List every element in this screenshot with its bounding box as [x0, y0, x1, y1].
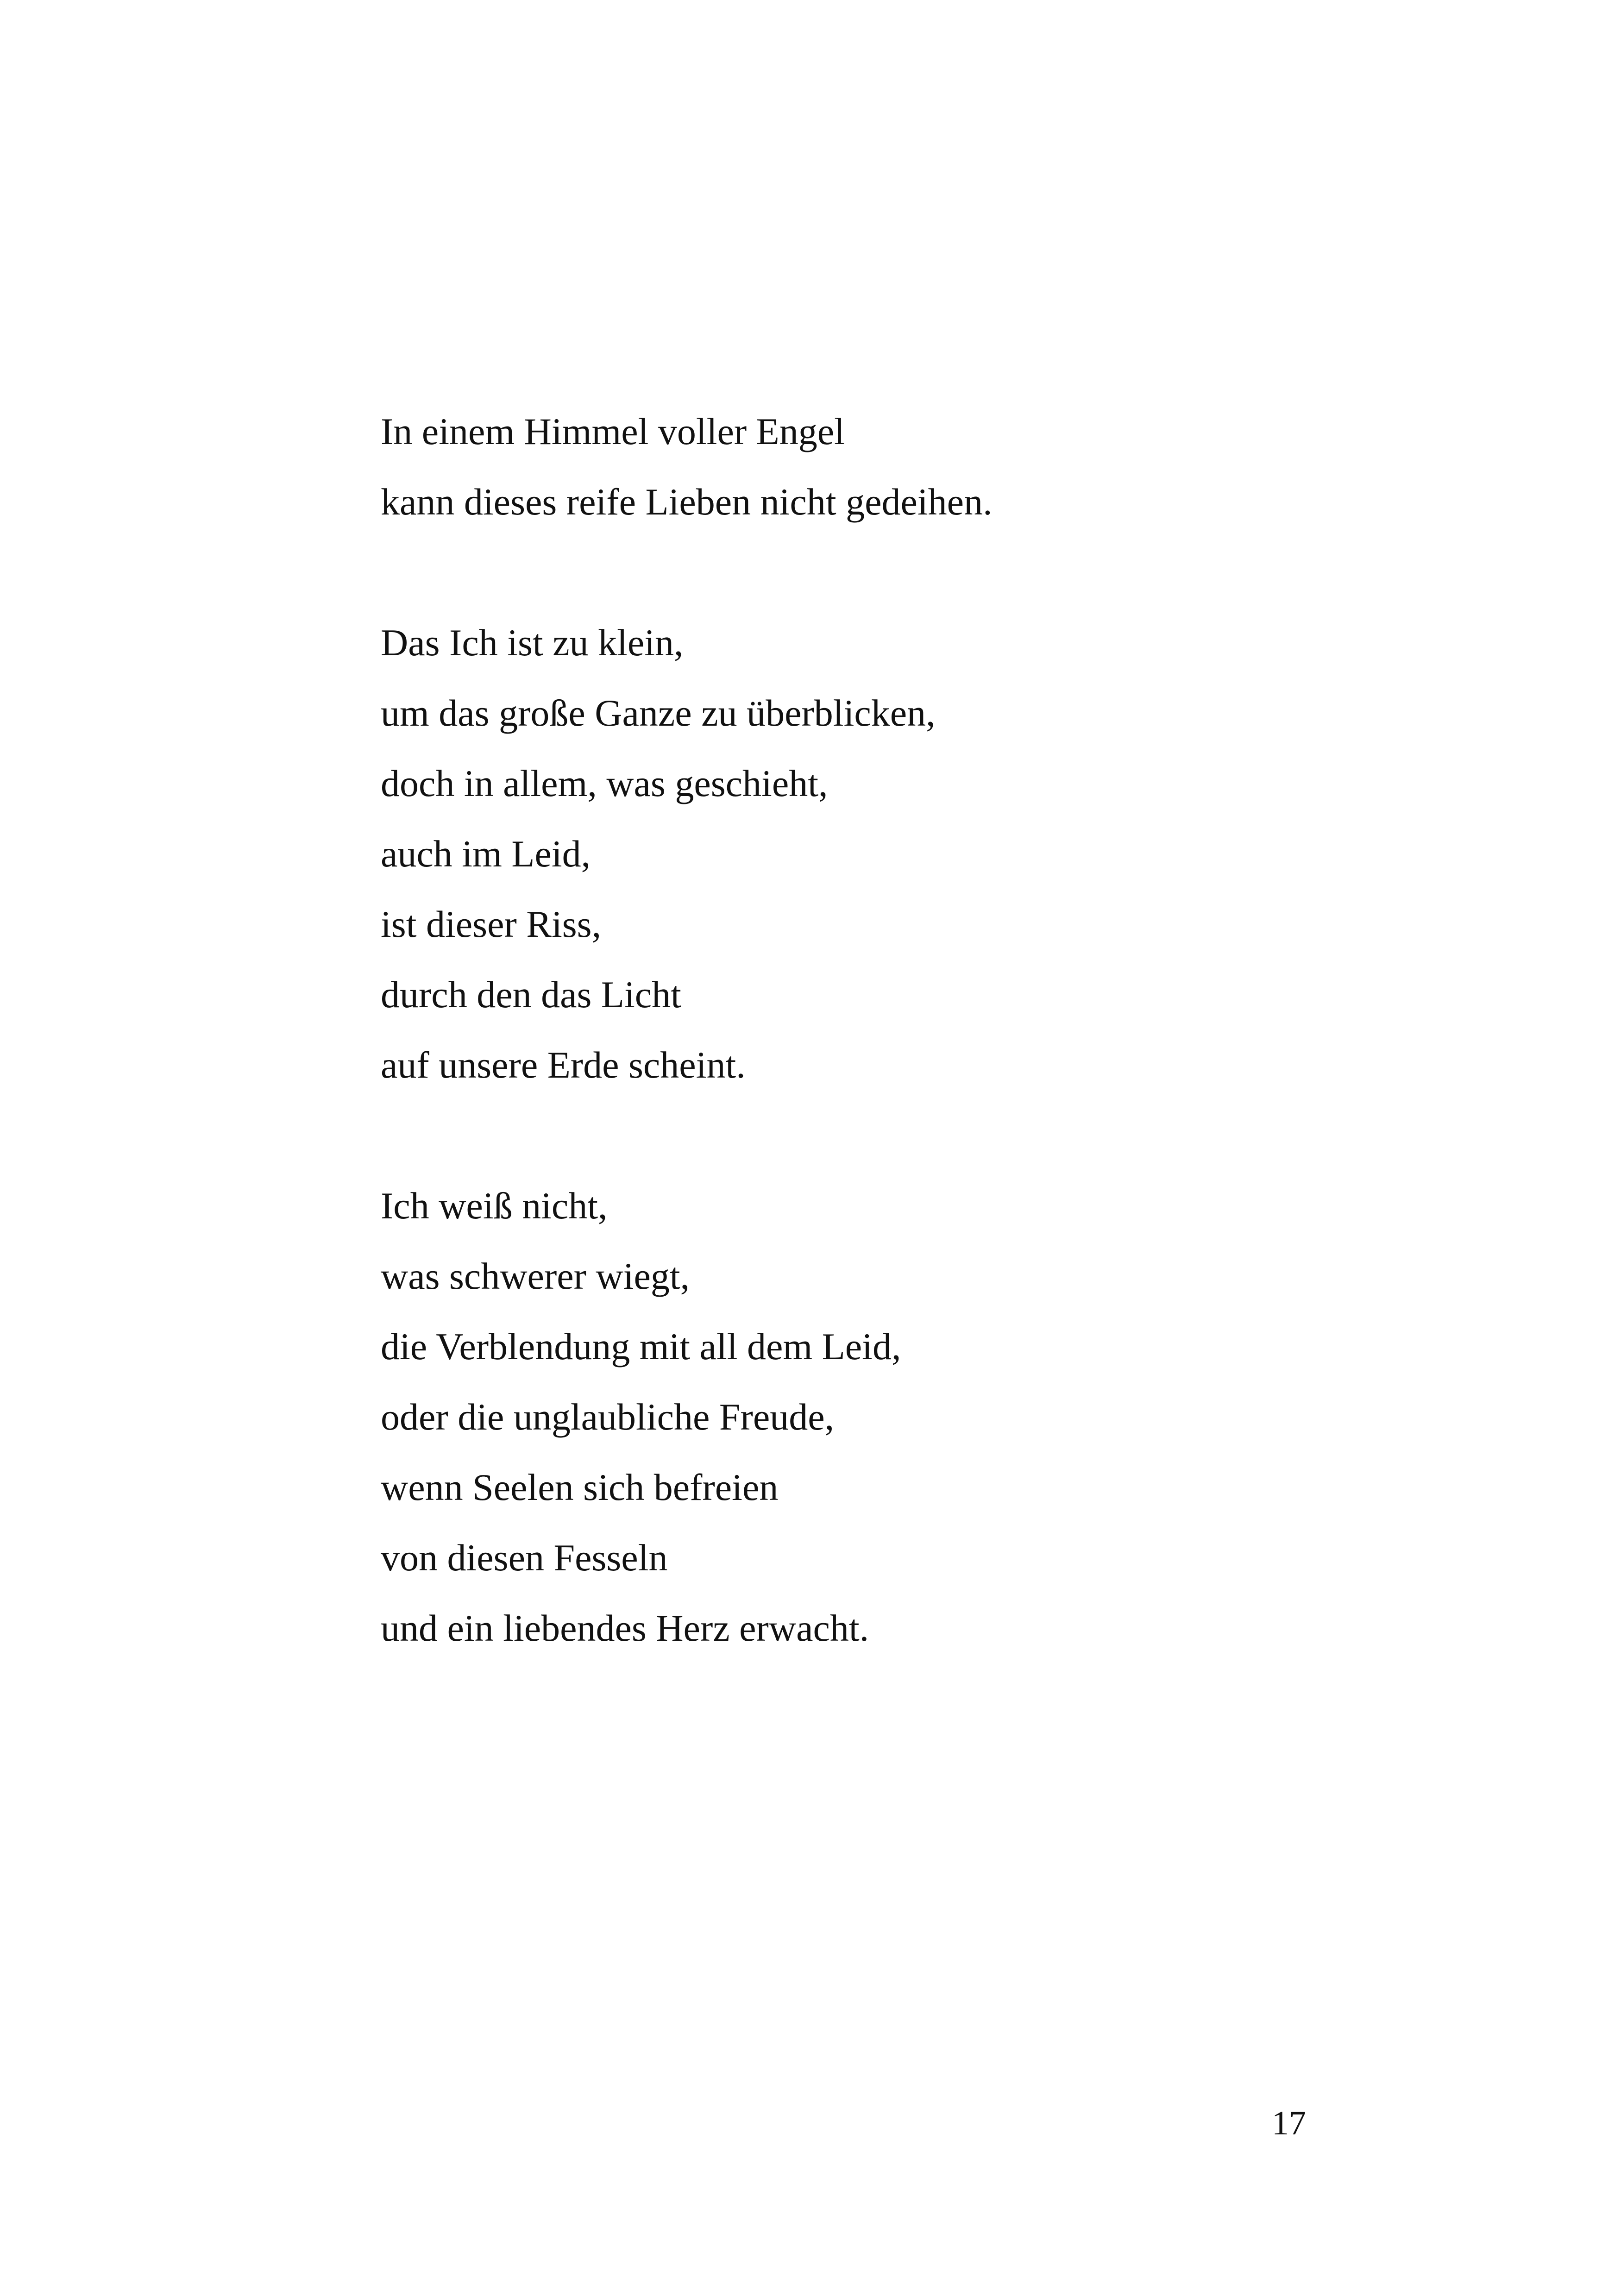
- poem-line: ist dieser Riss,: [381, 903, 602, 945]
- poem-line: kann dieses reife Lieben nicht gedeihen.: [381, 481, 993, 523]
- poem-line: auf unsere Erde scheint.: [381, 1044, 746, 1086]
- poem-stanza-2: [381, 608, 1446, 1100]
- poem-line: die Verblendung mit all dem Leid,: [381, 1325, 901, 1368]
- poem-body: [381, 396, 1446, 1663]
- poem-stanza-1: [381, 396, 1446, 537]
- poem-line: von diesen Fesseln: [381, 1537, 668, 1579]
- poem-line: Ich weiß nicht,: [381, 1185, 608, 1227]
- poem-line: Das Ich ist zu klein,: [381, 621, 684, 664]
- poem-line: doch in allem, was geschieht,: [381, 762, 828, 804]
- poem-line: auch im Leid,: [381, 833, 591, 875]
- page-number: 17: [1272, 2104, 1306, 2142]
- poem-line: was schwerer wiegt,: [381, 1255, 690, 1297]
- poem-line: In einem Himmel voller Engel: [381, 410, 845, 452]
- poem-line: durch den das Licht: [381, 973, 681, 1016]
- poem-line: wenn Seelen sich befreien: [381, 1466, 779, 1508]
- poem-stanza-3: [381, 1171, 1446, 1663]
- poem-line: um das große Ganze zu überblicken,: [381, 692, 936, 734]
- poem-line: oder die unglaubliche Freude,: [381, 1396, 835, 1438]
- poem-line: und ein liebendes Herz erwacht.: [381, 1607, 869, 1649]
